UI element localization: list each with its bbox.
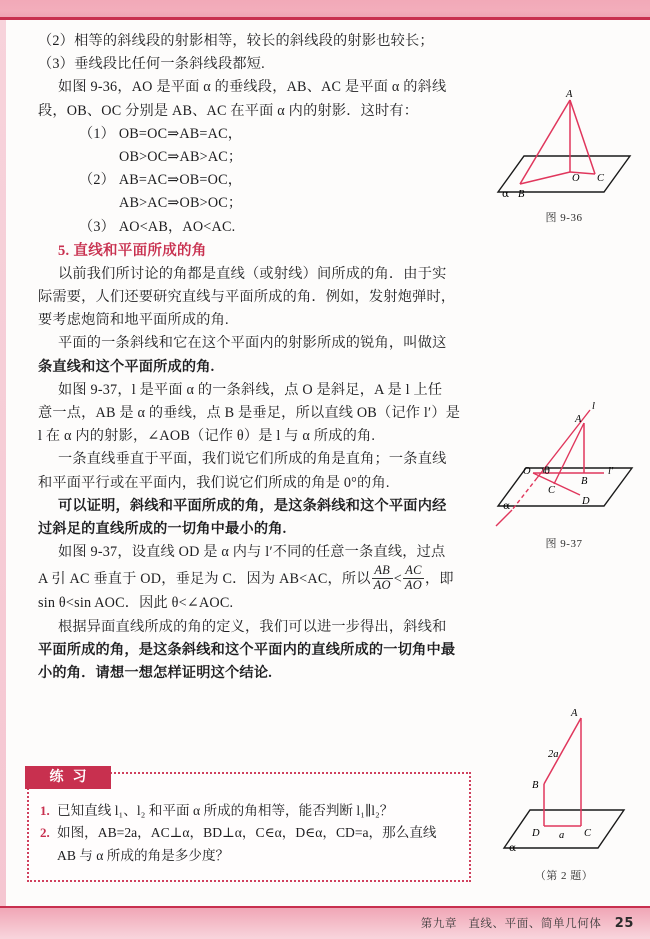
paragraph-7-line-1: 如图 9-37，设直线 OD 是 α 内与 l′不同的任意一条直线，过点 bbox=[58, 544, 446, 561]
page-footer bbox=[421, 915, 634, 931]
paragraph-7-line-3: sin θ<sin AOC．因此 θ<∠AOC. bbox=[38, 595, 234, 612]
figure-9-37-caption: 图 9-37 bbox=[545, 538, 583, 550]
label-l: l bbox=[592, 401, 595, 412]
fraction-numerator: AC bbox=[405, 563, 422, 578]
paragraph-8-line-3: 小的角．请想一想怎样证明这个结论. bbox=[38, 664, 272, 681]
property-1-line-2: OB>OC⇒AB>AC； bbox=[119, 149, 243, 166]
footer-chapter-label: 第九章 bbox=[420, 916, 458, 930]
paragraph-5-line-2: 和平面平行或在平面内，我们说它们所成的角是 0°的角. bbox=[38, 474, 390, 491]
paragraph-6-line-2: 过斜足的直线所成的一切角中最小的角. bbox=[38, 521, 287, 538]
paragraph-2-line-1: 以前我们所讨论的角都是直线（或射线）间所成的角．由于实 bbox=[58, 265, 447, 282]
label-alpha: α bbox=[503, 500, 511, 512]
exercise-item-2 bbox=[40, 822, 464, 867]
label-O: O bbox=[572, 173, 580, 184]
property-2-line-2: AB>AC⇒OB>OC； bbox=[119, 195, 243, 212]
paragraph-2-line-3: 要考虑炮筒和地平面所成的角. bbox=[38, 312, 229, 329]
inequality-operator: < bbox=[393, 571, 402, 588]
property-2-line-1: （2） AB=AC⇒OB=OC， bbox=[79, 172, 243, 189]
paragraph-1-line-2: 段，OB、OC 分别是 AB、AC 在平面 α 内的射影．这时有： bbox=[38, 102, 419, 119]
fraction-numerator: AB bbox=[374, 563, 390, 578]
figure-9-37-drawing bbox=[482, 396, 646, 528]
label-C: C bbox=[548, 485, 556, 496]
exercise-item-2-line-2: AB 与 α 所成的角是多少度？ bbox=[57, 847, 230, 863]
label-l-prime: l′ bbox=[608, 466, 614, 477]
figure-9-36 bbox=[482, 84, 646, 225]
paragraph-8-line-2: 平面所成的角，是这条斜线和这个平面内的直线所成的一切角中最 bbox=[38, 641, 456, 658]
body-text-column bbox=[38, 30, 470, 685]
label-A: A bbox=[571, 708, 578, 719]
figure-9-37 bbox=[482, 396, 646, 551]
paragraph-3-line-2: 条直线和这个平面所成的角. bbox=[38, 358, 215, 375]
page-left-decoration-band bbox=[0, 20, 6, 907]
label-2a: 2a bbox=[548, 749, 559, 760]
footer-chapter-title: 直线、平面、简单几何体 bbox=[468, 916, 602, 930]
fraction-ab-over-ao bbox=[372, 564, 393, 591]
paragraph-3-line-1: 平面的一条斜线和它在这个平面内的射影所成的锐角，叫做这 bbox=[58, 335, 447, 352]
label-A: A bbox=[566, 89, 573, 100]
label-a: a bbox=[559, 830, 565, 841]
label-B: B bbox=[532, 780, 539, 791]
exercise-item-1 bbox=[40, 800, 464, 822]
label-alpha: α bbox=[502, 188, 510, 200]
segment-AB bbox=[520, 100, 570, 184]
fraction-denominator: AO bbox=[373, 577, 391, 592]
fraction-ac-over-ao bbox=[403, 564, 424, 591]
page-top-decoration-band bbox=[0, 0, 650, 17]
paragraph-4-line-1: 如图 9-37，l 是平面 α 的一条斜线，点 O 是斜足，A 是 l 上任 bbox=[58, 381, 443, 398]
exercise-item-1-line-1: 已知直线 l₁、l₂ 和平面 α 所成的角相等，能否判断 l₁∥l₂？ bbox=[57, 803, 394, 818]
label-C: C bbox=[597, 173, 605, 184]
figure-9-36-drawing bbox=[482, 84, 646, 202]
segment-OB bbox=[520, 172, 570, 184]
paragraph-1-line-1: 如图 9-36，AO 是平面 α 的垂线段，AB、AC 是平面 α 的斜线 bbox=[58, 79, 447, 96]
exercise-list bbox=[40, 800, 464, 867]
figure-exercise-2 bbox=[482, 702, 646, 883]
paragraph-8-line-1: 根据异面直线所成的角的定义，我们可以进一步得出，斜线和 bbox=[58, 618, 447, 635]
property-3: （3） AO<AB，AO<AC. bbox=[79, 218, 236, 235]
body-line-item-3: （3）垂线段比任何一条斜线段都短. bbox=[38, 56, 265, 73]
paragraph-2-line-2: 际需要，人们还要研究直线与平面所成的角．例如，发射炮弹时， bbox=[38, 289, 456, 306]
figure-9-36-caption: 图 9-36 bbox=[545, 212, 583, 224]
page-top-rule bbox=[0, 17, 650, 20]
fraction-denominator: AO bbox=[404, 577, 422, 592]
page-number: 25 bbox=[614, 916, 634, 931]
segment-AC bbox=[554, 423, 584, 484]
exercise-tab-label: 练习 bbox=[25, 766, 111, 789]
plane-alpha-outline bbox=[504, 810, 624, 848]
label-A: A bbox=[575, 414, 582, 425]
label-D: D bbox=[532, 828, 540, 839]
body-line-item-2: （2）相等的斜线段的射影相等，较长的斜线段的射影也较长； bbox=[38, 33, 434, 49]
paragraph-5-line-1: 一条直线垂直于平面，我们说它们所成的角是直角；一条直线 bbox=[58, 451, 447, 468]
line-l-extension bbox=[496, 510, 512, 526]
property-1-line-1: （1） OB=OC⇒AB=AC， bbox=[79, 125, 243, 142]
segment-OD bbox=[533, 473, 580, 495]
paragraph-6-line-1: 可以证明，斜线和平面所成的角，是这条斜线和这个平面内经 bbox=[58, 497, 447, 514]
exercise-item-2-number: 2. bbox=[40, 825, 50, 841]
paragraph-7-line-2-text-a: A 引 AC 垂直于 OD，垂足为 C．因为 AB<AC，所以 bbox=[38, 571, 371, 588]
label-C: C bbox=[584, 828, 592, 839]
label-O: O bbox=[523, 466, 531, 477]
paragraph-7-line-2-text-b: ，即 bbox=[424, 571, 454, 588]
paragraph-4-line-3: l 在 α 内的射影，∠AOB（记作 θ）是 l 与 α 所成的角. bbox=[38, 428, 376, 445]
label-B: B bbox=[518, 189, 525, 200]
figure-exercise-2-caption: （第 2 题） bbox=[534, 870, 594, 882]
label-D: D bbox=[582, 496, 590, 507]
paragraph-4-line-2: 意一点，AB 是 α 的垂线，点 B 是垂足，所以直线 OB（记作 l′）是 bbox=[38, 405, 461, 422]
label-theta: θ bbox=[544, 466, 551, 477]
exercise-item-2-line-1: 如图，AB=2a，AC⊥α，BD⊥α，C∈α，D∈α，CD=a，那么直线 bbox=[57, 825, 437, 841]
label-B: B bbox=[581, 476, 588, 487]
figure-exercise-2-drawing bbox=[482, 702, 646, 860]
label-alpha: α bbox=[509, 842, 517, 854]
exercise-item-1-number: 1. bbox=[40, 803, 50, 818]
section-heading-5: 5. 直线和平面所成的角 bbox=[58, 242, 207, 259]
paragraph-7-line-2 bbox=[38, 564, 470, 592]
segment-AC bbox=[570, 100, 595, 174]
